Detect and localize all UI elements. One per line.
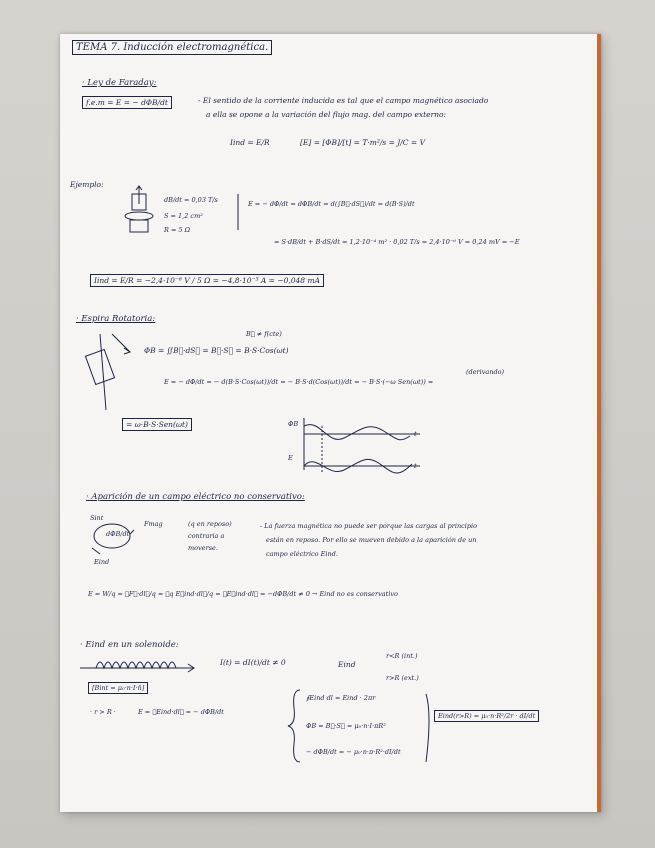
solenoide-heading: · Eind en un solenoide:	[80, 640, 179, 650]
campo-text-1: - La fuerza magnética no puede ser porque las cargas al principio	[260, 522, 478, 530]
faraday-explanation-1: - El sentido de la corriente inducida es tal que el campo magnético asociado	[198, 96, 489, 105]
campo-equation: E = W/q = ∮F⃗·dl⃗/q = ∮q E⃗ind·dl⃗/q = ∮E⃗ind·dl⃗ = −dΦB/dt ≠ 0 → Eind no es conservativo	[88, 590, 398, 598]
bint-label: [Bint = μ₀·n·I·n̂]	[88, 682, 148, 694]
iind-result: Iind = E/R = −2,4·10⁻⁶ V / 5 Ω = −4,8·10⁻⁵ A = −0,048 mA	[90, 274, 324, 287]
fem-formula-box: f.e.m = E = − dΦB/dt	[82, 96, 172, 109]
iind-formula: Iind = E/R	[230, 138, 270, 147]
coil-sketch-icon	[125, 186, 153, 232]
campo-heading: · Aparición de un campo eléctrico no conservativo:	[86, 492, 305, 502]
faraday-heading: · Ley de Faraday:	[82, 78, 157, 88]
graph-e-label: E	[288, 454, 293, 462]
derivative-note: (derivando)	[466, 368, 505, 376]
solenoide-line-c: − dΦB/dt = − μ₀·n·π·R²·dI/dt	[306, 748, 401, 756]
notebook-page	[60, 34, 601, 812]
given-dbdt: dB/dt = 0,03 T/s	[164, 196, 218, 204]
solenoid-icon	[80, 662, 194, 672]
campo-note-1: (q en reposo)	[188, 520, 232, 528]
graph-phi-label: ΦB	[288, 420, 299, 428]
b-const-label: B⃗ ≠ f(cte)	[246, 330, 282, 338]
units-formula: [E] = [ΦB]/[t] = T·m²/s = J/C = V	[300, 138, 426, 147]
graph-t1-label: t	[414, 430, 417, 438]
equation-brace	[288, 690, 300, 762]
faraday-explanation-2: a ella se opone a la variación del flujo mag. del campo externo:	[206, 110, 447, 119]
eind-label: Eind	[94, 558, 110, 566]
espira-heading: · Espira Rotatoria:	[76, 314, 156, 324]
phi-e-graph	[304, 418, 420, 474]
region-label: · r > R ·	[90, 708, 116, 716]
fmag-label: Fmag	[144, 520, 163, 528]
flux-formula: ΦB = ∬B⃗·dS⃗ = B⃗·S⃗ = B·S·Cos(ωt)	[144, 346, 289, 355]
solenoide-main: E = ∮Eind·dl⃗ = − dΦB/dt	[138, 708, 224, 716]
dphi-label: dΦB/dt	[106, 530, 130, 538]
solenoide-current: I(t) = dI(t)/dt ≠ 0	[220, 658, 286, 667]
graph-t2-label: t	[414, 462, 417, 470]
given-area: S = 1,2 cm²	[164, 212, 203, 220]
ejemplo-eq2: = S·dB/dt + B·dS/dt = 1,2·10⁻⁴ m² · 0,02 T/s = 2,4·10⁻⁶ V = 0,24 mV = −E	[274, 238, 520, 246]
espira-result: = ω·B·S·Sen(ωt)	[122, 418, 192, 431]
solenoide-final: Eind(r>R) = μ₀·n·R²/2r · dI/dt	[434, 710, 539, 722]
campo-note-2: contraria a	[188, 532, 225, 540]
espira-emf: E = − dΦ/dt = − d(B·S·Cos(ωt))/dt = − B·S·d(Cos(ωt))/dt = − B·S·(−ω Sen(ωt)) =	[164, 378, 434, 386]
solenoide-eind: Eind	[338, 660, 356, 669]
ejemplo-label: Ejemplo:	[70, 180, 104, 189]
given-resistance: R = 5 Ω	[164, 226, 191, 234]
ejemplo-eq1: E = − dΦ/dt = dΦB/dt = d(∫B⃗·dS⃗)/dt = d(B·S)/dt	[248, 200, 415, 208]
equation-brace-right	[426, 694, 429, 762]
solenoide-line-a: ∮Eind dl = Eind · 2πr	[306, 694, 376, 702]
induced-field-loop-icon	[92, 524, 134, 554]
campo-text-2: están en reposo. Por ello se mueven debido a la aparición de un	[266, 536, 477, 544]
campo-note-3: moverse.	[188, 544, 218, 552]
sint-label: Sint	[90, 514, 104, 522]
case-outside: r>R (ext.)	[386, 674, 419, 682]
case-inside: r<R (int.)	[386, 652, 418, 660]
campo-text-3: campo eléctrico Eind.	[266, 550, 338, 558]
page-title: TEMA 7. Inducción electromagnética.	[72, 42, 272, 53]
rotating-loop-icon	[85, 334, 130, 410]
sketches-layer	[60, 34, 597, 812]
solenoide-line-b: ΦB = B⃗·S⃗ = μ₀·n·I·πR²	[306, 722, 386, 730]
